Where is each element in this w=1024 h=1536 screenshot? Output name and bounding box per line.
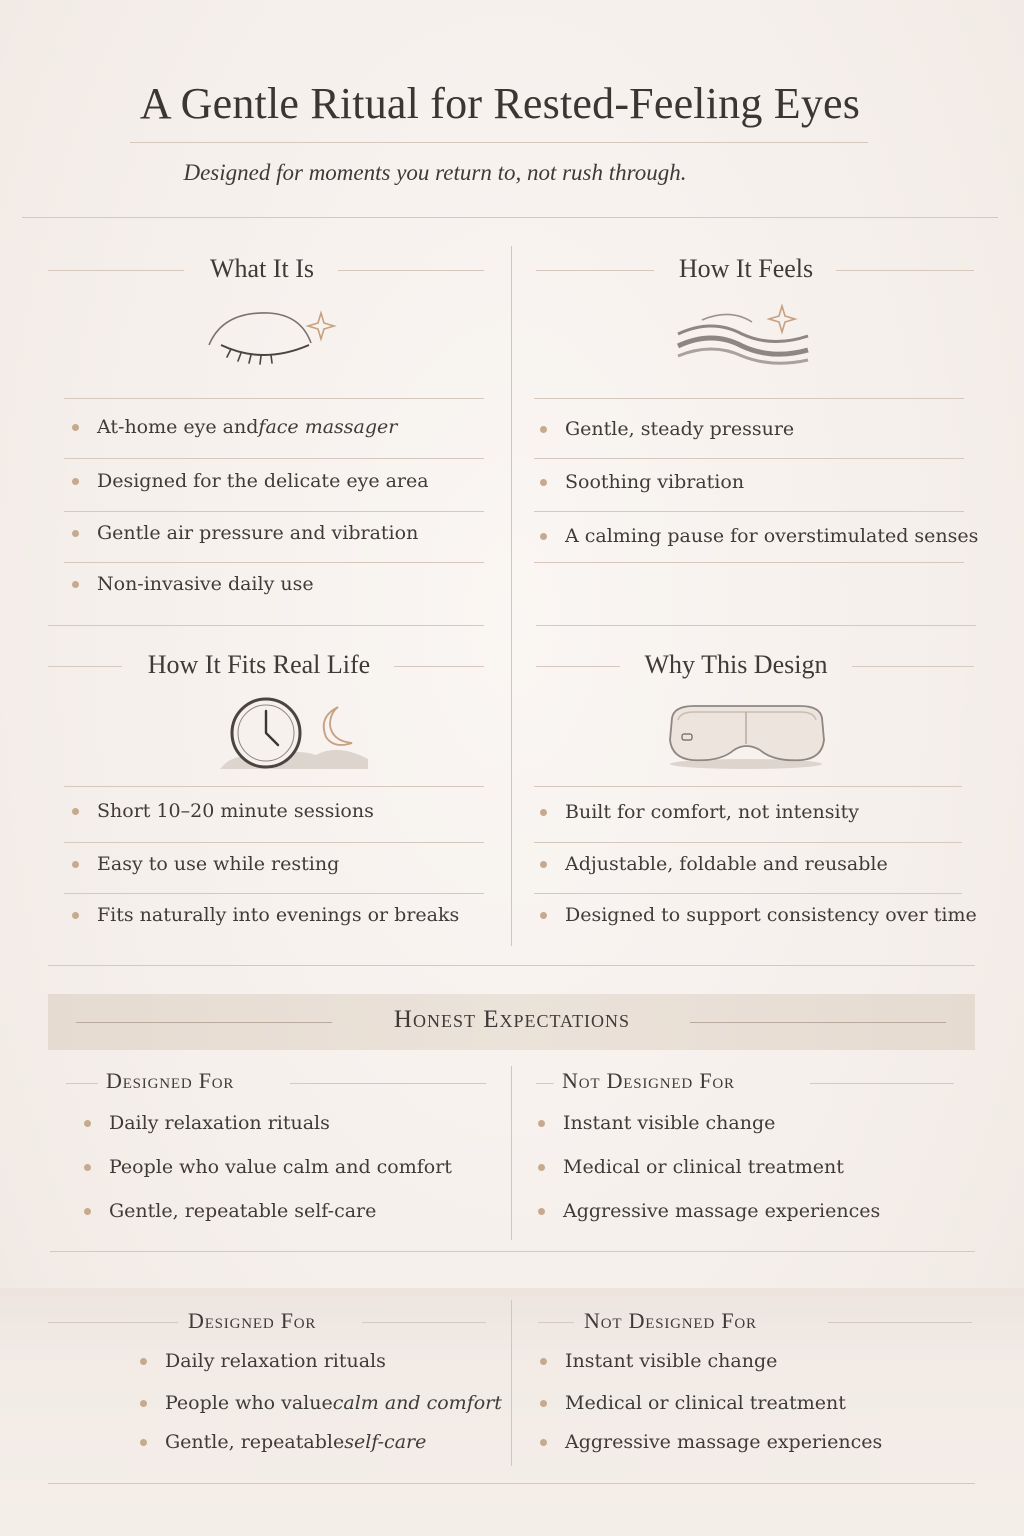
- designed-for-heading-repeat: Designed For: [188, 1308, 317, 1333]
- list-item: [538, 1156, 844, 1178]
- bullet-icon: [72, 861, 79, 868]
- item-rule: [64, 458, 484, 459]
- bullet-icon: [540, 1439, 547, 1446]
- list-item: [140, 1431, 426, 1453]
- item-text: Gentle, repeatable self-care: [109, 1200, 377, 1222]
- item-rule: [534, 398, 964, 399]
- list-item: [72, 470, 429, 492]
- bullet-icon: [72, 424, 79, 431]
- closed-eye-sparkle-icon: [203, 305, 338, 365]
- bullet-icon: [540, 533, 547, 540]
- heading-rule: [290, 1083, 486, 1084]
- item-rule: [64, 511, 484, 512]
- item-text: Designed to support consistency over time: [565, 904, 977, 926]
- heading-rule: [836, 270, 974, 271]
- bullet-icon: [72, 912, 79, 919]
- item-text: Designed for the delicate eye area: [97, 470, 429, 492]
- item-text-emphasis: calm and comfort: [332, 1392, 502, 1414]
- bullet-icon: [84, 1120, 91, 1127]
- not-designed-for-heading-repeat: Not Designed For: [584, 1308, 757, 1333]
- list-item: [72, 416, 397, 438]
- list-item: [538, 1200, 880, 1222]
- list-item: [72, 522, 418, 544]
- item-text: A calming pause for overstimulated senses: [565, 525, 979, 547]
- item-text: Easy to use while resting: [97, 853, 340, 875]
- heading-rule: [538, 1322, 574, 1323]
- item-text: Daily relaxation rituals: [109, 1112, 330, 1134]
- item-text: People who value: [165, 1392, 333, 1414]
- item-text: At-home eye and: [97, 416, 259, 438]
- page-subtitle: Designed for moments you return to, not rush through.: [183, 160, 687, 185]
- list-item: [538, 1112, 775, 1134]
- item-text: Non-invasive daily use: [97, 573, 314, 595]
- heading-rule: [394, 666, 484, 667]
- list-item: [84, 1156, 452, 1178]
- item-text: Short 10–20 minute sessions: [97, 800, 374, 822]
- list-item: [540, 1350, 777, 1372]
- item-rule: [534, 511, 964, 512]
- bullet-icon: [540, 1358, 547, 1365]
- item-text: Adjustable, foldable and reusable: [565, 853, 888, 875]
- bullet-icon: [72, 530, 79, 537]
- item-rule: [64, 893, 484, 894]
- list-item: [540, 525, 978, 547]
- item-rule: [64, 842, 484, 843]
- section-rule: [48, 625, 484, 626]
- section-heading-what-it-is: What It Is: [210, 254, 314, 283]
- bullet-icon: [538, 1164, 545, 1171]
- item-text: Instant visible change: [565, 1350, 778, 1372]
- list-item: [84, 1112, 330, 1134]
- bullet-icon: [540, 861, 547, 868]
- heading-rule: [48, 270, 184, 271]
- list-item: [540, 471, 744, 493]
- item-text: Aggressive massage experiences: [565, 1431, 883, 1453]
- item-rule: [64, 398, 484, 399]
- section-heading-why-this-design: Why This Design: [644, 650, 828, 679]
- bullet-icon: [540, 912, 547, 919]
- list-item: [540, 904, 977, 926]
- bullet-icon: [540, 426, 547, 433]
- list-item: [140, 1350, 386, 1372]
- list-item: [72, 904, 459, 926]
- item-text: Aggressive massage experiences: [563, 1200, 881, 1222]
- heading-rule: [338, 270, 484, 271]
- item-text: People who value calm and comfort: [109, 1156, 452, 1178]
- list-item: [540, 853, 888, 875]
- list-item: [72, 853, 339, 875]
- bullet-icon: [140, 1400, 147, 1407]
- heading-rule: [852, 666, 974, 667]
- heading-rule: [536, 666, 620, 667]
- heading-rule: [828, 1322, 972, 1323]
- bullet-icon: [538, 1120, 545, 1127]
- list-item: [540, 801, 859, 823]
- list-item: [540, 1392, 846, 1414]
- heading-rule: [66, 1083, 98, 1084]
- item-text: Built for comfort, not intensity: [565, 801, 859, 823]
- heading-rule: [810, 1083, 954, 1084]
- item-text: Instant visible change: [563, 1112, 776, 1134]
- column-divider: [511, 1066, 512, 1240]
- list-item: [72, 800, 374, 822]
- bullet-icon: [72, 581, 79, 588]
- bullet-icon: [72, 478, 79, 485]
- bullet-icon: [540, 809, 547, 816]
- column-divider: [511, 1300, 512, 1466]
- waves-sparkle-icon: [672, 300, 812, 368]
- section-rule: [536, 625, 976, 626]
- item-rule: [64, 562, 484, 563]
- section-heading-how-it-fits: How It Fits Real Life: [147, 650, 371, 679]
- item-text: Fits naturally into evenings or breaks: [97, 904, 460, 926]
- bullet-icon: [72, 808, 79, 815]
- item-text-emphasis: self-care: [344, 1431, 427, 1453]
- item-rule: [534, 562, 964, 563]
- bullet-icon: [140, 1439, 147, 1446]
- heading-rule: [536, 1083, 554, 1084]
- item-text: Gentle, steady pressure: [565, 418, 795, 440]
- item-rule: [534, 842, 962, 843]
- bullet-icon: [140, 1358, 147, 1365]
- section-rule: [48, 965, 975, 966]
- item-text-emphasis: face massager: [258, 416, 398, 438]
- heading-rule: [48, 666, 122, 667]
- eye-massager-icon: [664, 700, 829, 772]
- section-rule: [48, 1483, 975, 1484]
- list-item: [540, 1431, 882, 1453]
- bullet-icon: [540, 1400, 547, 1407]
- bullet-icon: [84, 1164, 91, 1171]
- list-item: [140, 1392, 502, 1414]
- not-designed-for-heading: Not Designed For: [562, 1068, 735, 1093]
- list-item: [540, 418, 794, 440]
- heading-rule: [362, 1322, 486, 1323]
- heading-rule: [536, 270, 654, 271]
- clock-moon-icon: [220, 695, 370, 773]
- item-rule: [534, 458, 964, 459]
- item-rule: [534, 893, 962, 894]
- item-text: Medical or clinical treatment: [563, 1156, 844, 1178]
- item-text: Gentle air pressure and vibration: [97, 522, 419, 544]
- bullet-icon: [540, 479, 547, 486]
- bullet-icon: [538, 1208, 545, 1215]
- item-rule: [534, 786, 962, 787]
- item-text: Soothing vibration: [565, 471, 745, 493]
- item-text: Medical or clinical treatment: [565, 1392, 846, 1414]
- designed-for-heading: Designed For: [106, 1068, 235, 1093]
- page-title: A Gentle Ritual for Rested-Feeling Eyes: [139, 79, 861, 128]
- expectations-heading: Honest Expectations: [393, 1006, 631, 1033]
- bullet-icon: [84, 1208, 91, 1215]
- column-divider: [511, 246, 512, 946]
- section-rule: [50, 1251, 975, 1252]
- section-heading-how-it-feels: How It Feels: [678, 254, 814, 283]
- item-rule: [64, 786, 484, 787]
- title-divider: [130, 142, 868, 143]
- header-divider: [22, 217, 998, 218]
- list-item: [84, 1200, 376, 1222]
- item-text: Gentle, repeatable: [165, 1431, 345, 1453]
- list-item: [72, 573, 314, 595]
- item-text: Daily relaxation rituals: [165, 1350, 386, 1372]
- heading-rule: [48, 1322, 178, 1323]
